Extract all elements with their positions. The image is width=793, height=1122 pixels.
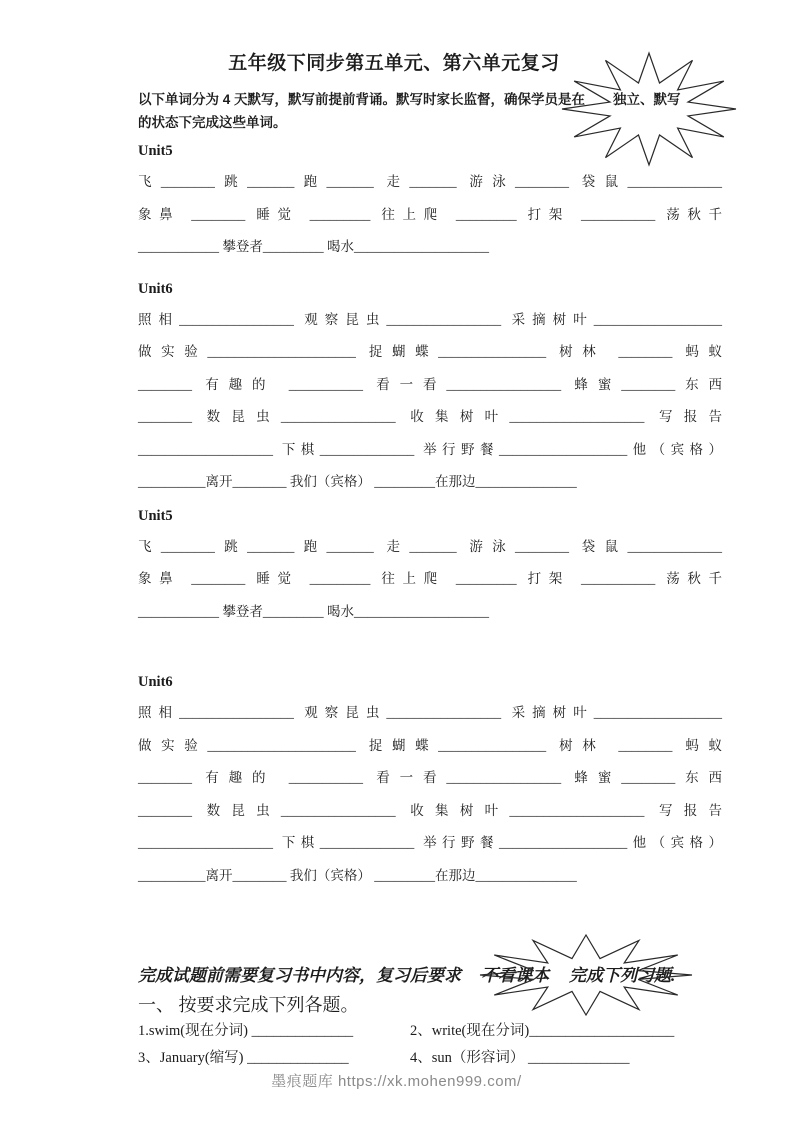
- intro-line-2: 的状态下完成这些单词。: [138, 115, 287, 130]
- unit5-vocab-block-repeat: [138, 531, 722, 629]
- review-notice: [138, 962, 722, 989]
- review-notice-highlight: 不看课本: [481, 966, 549, 985]
- section-one-heading: 一、 按要求完成下列各题。: [138, 995, 359, 1015]
- unit6-heading: Unit6: [138, 280, 173, 297]
- vocab-line: 照相_________________ 观察昆虫_________________ 采摘树叶___________________: [138, 311, 722, 327]
- exercise-item-1: 1.swim(现在分词) ______________: [138, 1023, 354, 1039]
- review-notice-post: 完成下列习题.: [569, 966, 676, 985]
- vocab-line: ____________________ 下棋______________ 举行野餐___________________他（宾格）: [138, 441, 722, 457]
- vocab-line: __________离开________ 我们（宾格） _________在那边_______________: [138, 474, 577, 489]
- exercise-row: [138, 1046, 722, 1071]
- unit5-heading-repeat: Unit5: [138, 507, 173, 524]
- vocab-line: ________ 数昆虫_________________ 收集树叶____________________ 写报告: [138, 802, 722, 818]
- vocab-line: 做实验______________________ 捉蝴蝶________________ 树林 ________ 蚂蚁: [138, 344, 722, 359]
- unit5-vocab-block: [138, 166, 722, 264]
- vocab-line: ________ 数昆虫_________________ 收集树叶____________________ 写报告: [138, 409, 722, 424]
- exercise-row: [138, 1019, 722, 1044]
- intro-line-1-text: 以下单词分为 4 天默写，默写前提前背诵。默写时家长监督，确保学员是在: [138, 92, 586, 107]
- intro-paragraph: [138, 88, 722, 134]
- vocab-line: 做实验______________________ 捉蝴蝶________________ 树林 ________ 蚂蚁: [138, 737, 722, 753]
- unit5-heading: Unit5: [138, 143, 173, 159]
- vocab-line: ________ 有趣的 ___________ 看一看_________________ 蜂蜜________东西: [138, 770, 722, 785]
- vocab-line: 飞________跳_______跑_______ 走_______ 游泳________ 袋鼠______________: [138, 174, 722, 189]
- vocab-line: 象鼻 ________ 睡觉 _________ 往上爬 _________ 打架 ___________ 荡秋千: [138, 571, 722, 586]
- vocab-line: ____________ 攀登者_________ 喝水____________________: [138, 239, 489, 254]
- vocab-line: 照相_________________ 观察昆虫_________________ 采摘树叶___________________: [138, 705, 722, 720]
- unit6-vocab-block: [138, 304, 722, 499]
- unit6-vocab-block-repeat: [138, 697, 722, 892]
- watermark-footer: 墨痕题库 https://xk.mohen999.com/: [271, 1073, 522, 1090]
- page-title: 五年级下同步第五单元、第六单元复习: [228, 53, 560, 74]
- document-page: [138, 0, 722, 1071]
- vocab-line: 飞________跳_______跑_______ 走_______ 游泳________ 袋鼠______________: [138, 538, 722, 554]
- intro-highlight: 独立、默写: [613, 92, 681, 107]
- exercise-item-2: 2、write(现在分词)____________________: [410, 1023, 675, 1039]
- exercise-item-4: 4、sun（形容词） ______________: [410, 1050, 630, 1066]
- vocab-line: __________离开________ 我们（宾格） _________在那边_______________: [138, 867, 577, 883]
- unit6-heading-repeat: Unit6: [138, 674, 173, 690]
- exercise-item-3: 3、January(缩写) ______________: [138, 1050, 349, 1066]
- review-notice-pre: 完成试题前需要复习书中内容，复习后要求: [138, 966, 461, 985]
- vocab-line: 象鼻 ________ 睡觉 _________ 往上爬 _________ 打架 ___________ 荡秋千: [138, 206, 722, 222]
- vocab-line: ____________ 攀登者_________ 喝水____________________: [138, 603, 489, 619]
- vocab-line: ________ 有趣的 ___________ 看一看_________________ 蜂蜜________东西: [138, 376, 722, 392]
- intro-line-1: [138, 88, 722, 111]
- vocab-line: ____________________ 下棋______________ 举行野餐___________________他（宾格）: [138, 835, 722, 850]
